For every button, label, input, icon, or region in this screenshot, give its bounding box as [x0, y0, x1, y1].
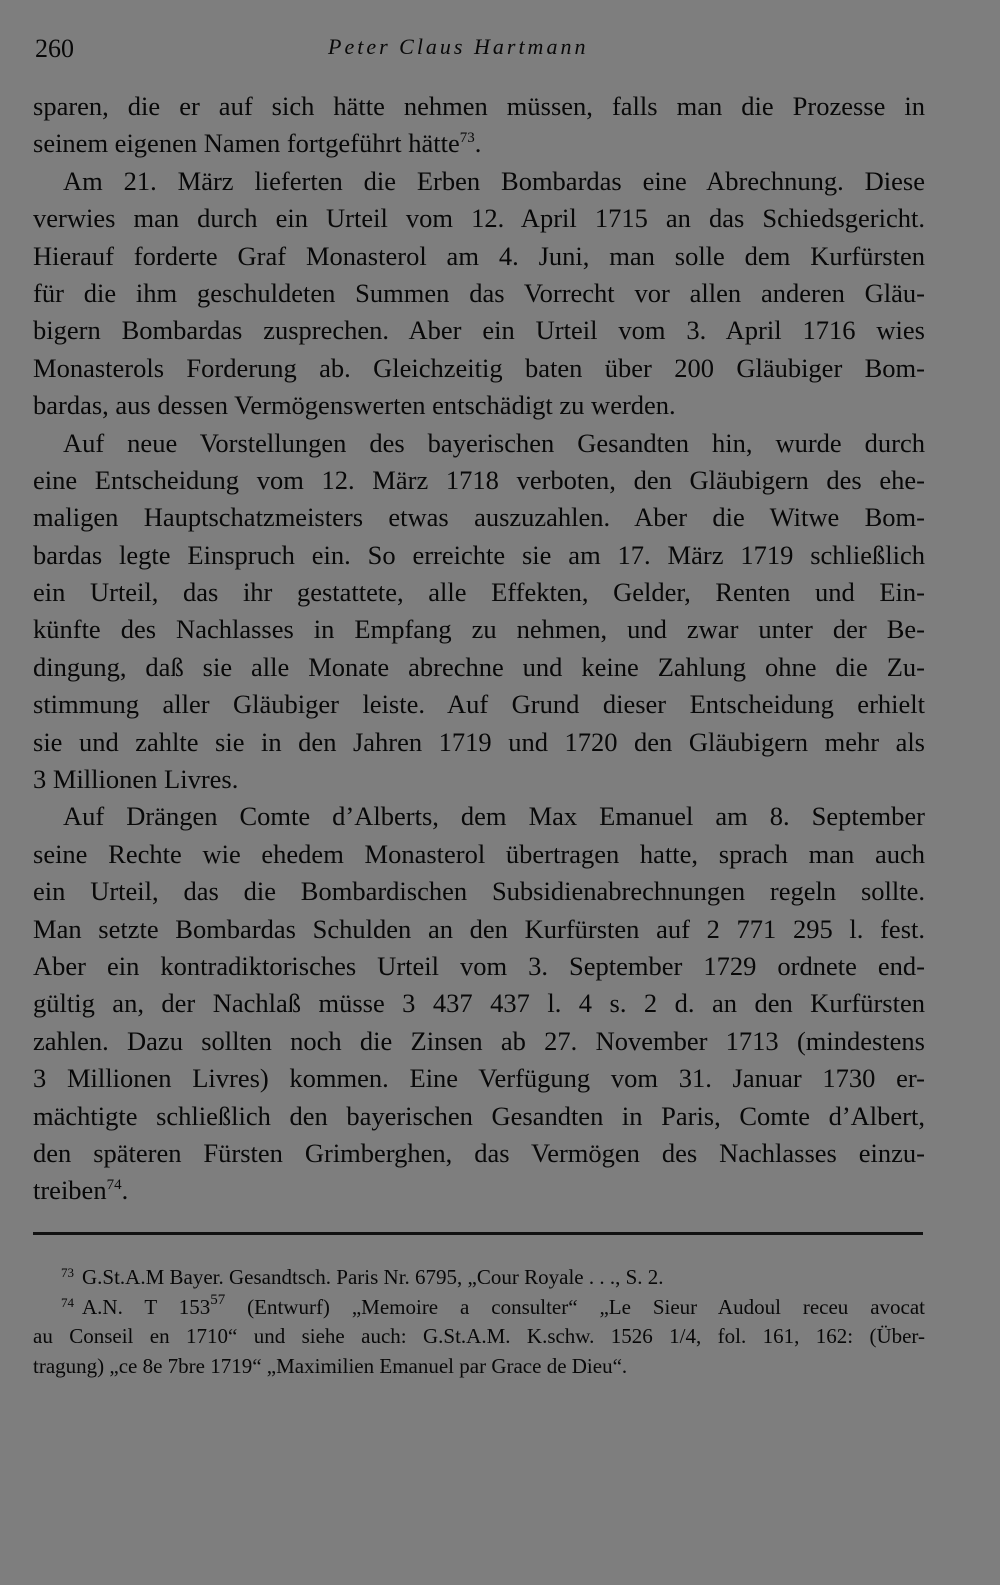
text-line: künfte des Nachlasses in Empfang zu nehmen, und zwar unter der Be-: [33, 614, 925, 645]
footnote-74-line-3: tragung) „ce 8e 7bre 1719“ „Maximilien Emanuel par Grace de Dieu“.: [33, 1353, 628, 1378]
text-line-content: seinem eigenen Namen fortgeführt hätte: [33, 128, 460, 159]
footnote-ref: 73: [459, 130, 475, 147]
text-line: seine Rechte wie ehedem Monasterol übertragen hatte, sprach man auch: [33, 838, 925, 869]
text-line: bardas legte Einspruch ein. So erreichte sie am 17. März 1719 schließlich: [33, 539, 925, 570]
text-line: mächtigte schließlich den bayerischen Gesandten in Paris, Comte d’Albert,: [33, 1100, 925, 1131]
text-line: 3 Millionen Livres.: [33, 764, 239, 795]
footnote-sup: 57: [210, 1291, 226, 1308]
text-line: Aber ein kontradiktorisches Urteil vom 3. September 1729 ordnete end-: [33, 950, 925, 981]
footnote-text: G.St.A.M Bayer. Gesandtsch. Paris Nr. 6795, „Cour Royale . . ., S. 2.: [82, 1265, 664, 1289]
text-line: Auf Drängen Comte d’Alberts, dem Max Emanuel am 8. September: [63, 801, 925, 832]
footnote-ref: 74: [106, 1177, 122, 1194]
period: .: [474, 128, 482, 159]
text-line: ein Urteil, das die Bombardischen Subsidienabrechnungen regeln sollte.: [33, 876, 925, 907]
text-line: stimmung aller Gläubiger leiste. Auf Grund dieser Entscheidung erhielt: [33, 689, 925, 720]
text-line: verwies man durch ein Urteil vom 12. April 1715 an das Schiedsgericht.: [33, 203, 925, 234]
text-line: Auf neue Vorstellungen des bayerischen Gesandten hin, wurde durch: [63, 427, 925, 458]
footnote-number: 74: [61, 1294, 74, 1310]
footnote-text: A.N. T 153: [82, 1294, 211, 1319]
text-line: für die ihm geschuldeten Summen das Vorrecht vor allen anderen Gläu-: [33, 277, 925, 308]
text-line: Hierauf forderte Graf Monasterol am 4. Juni, man solle dem Kurfürsten: [33, 240, 925, 271]
text-line: [33, 125, 925, 162]
running-head: Peter Claus Hartmann: [328, 34, 589, 59]
text-line: Monasterols Forderung ab. Gleichzeitig baten über 200 Gläubiger Bom-: [33, 352, 925, 383]
text-line: sie und zahlte sie in den Jahren 1719 und 1720 den Gläubigern mehr als: [33, 726, 925, 757]
footnote-74: [33, 1293, 925, 1323]
text-line: [33, 1172, 925, 1209]
text-line: ein Urteil, das ihr gestattete, alle Effekten, Gelder, Renten und Ein-: [33, 577, 925, 608]
footnote-73: [33, 1263, 925, 1293]
text-line: dingung, daß sie alle Monate abrechne und keine Zahlung ohne die Zu-: [33, 651, 925, 682]
text-line: eine Entscheidung vom 12. März 1718 verboten, den Gläubigern des ehe-: [33, 464, 925, 495]
text-line-content: treiben: [33, 1175, 107, 1206]
period: .: [121, 1175, 129, 1206]
text-line: maligen Hauptschatzmeisters etwas auszuzahlen. Aber die Witwe Bom-: [33, 502, 925, 533]
text-line: sparen, die er auf sich hätte nehmen müssen, falls man die Prozesse in: [33, 91, 925, 121]
footnotes: [33, 1263, 925, 1381]
text-line: 3 Millionen Livres) kommen. Eine Verfügung vom 31. Januar 1730 er-: [33, 1063, 925, 1094]
footnote-divider: [33, 1232, 923, 1235]
text-line: Am 21. März lieferten die Erben Bombardas eine Abrechnung. Diese: [63, 165, 925, 196]
footnote-number: 73: [61, 1265, 74, 1280]
text-line: Man setzte Bombardas Schulden an den Kurfürsten auf 2 771 295 l. fest.: [33, 913, 925, 944]
footnote-74-line-2: au Conseil en 1710“ und siehe auch: G.St.A.M. K.schw. 1526 1/4, fol. 161, 162: (Über-: [33, 1324, 925, 1348]
text-line: bardas, aus dessen Vermögenswerten entschädigt zu werden.: [33, 390, 676, 421]
page-number: 260: [35, 34, 74, 63]
footnote-text: (Entwurf) „Memoire a consulter“ „Le Sieur Audoul receu avocat: [225, 1294, 925, 1319]
text-line: bigern Bombardas zusprechen. Aber ein Urteil vom 3. April 1716 wies: [33, 315, 925, 346]
text-line: zahlen. Dazu sollten noch die Zinsen ab 27. November 1713 (mindestens: [33, 1025, 925, 1056]
page-header: [33, 30, 923, 70]
body-text: [33, 88, 925, 1210]
text-line: gültig an, der Nachlaß müsse 3 437 437 l. 4 s. 2 d. an den Kurfürsten: [33, 988, 925, 1019]
text-line: den späteren Fürsten Grimberghen, das Vermögen des Nachlasses einzu-: [33, 1137, 925, 1168]
